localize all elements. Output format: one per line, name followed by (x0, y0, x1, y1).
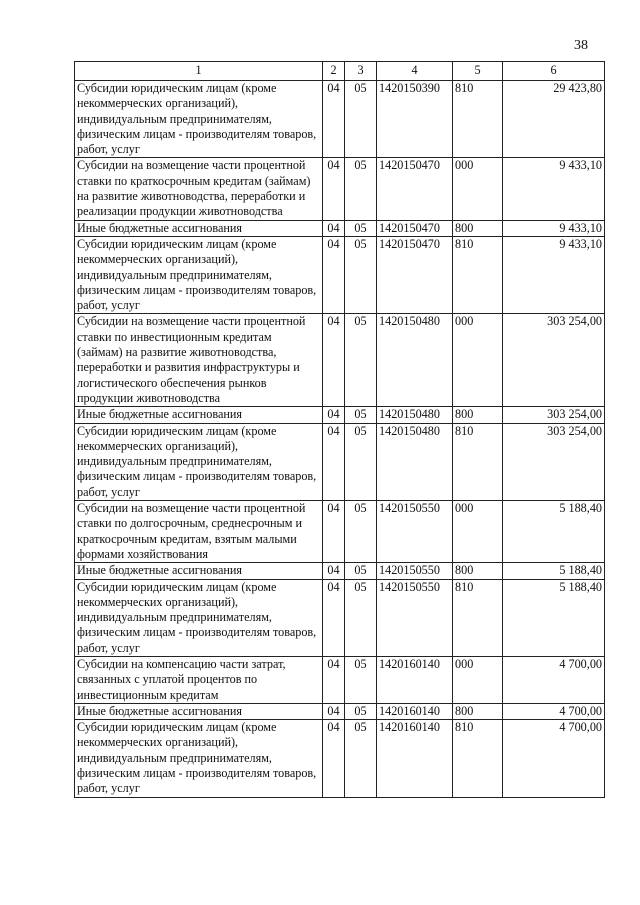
row-subsection: 05 (345, 579, 377, 656)
row-expense-type: 000 (453, 501, 503, 563)
table-row (75, 158, 605, 220)
row-subsection: 05 (345, 236, 377, 313)
row-section: 04 (323, 220, 345, 236)
table-row (75, 579, 605, 656)
row-subsection: 05 (345, 314, 377, 407)
row-subsection: 05 (345, 703, 377, 719)
row-name: Субсидии юридическим лицам (кроме некоммерческих организаций), индивидуальным предпринимателям, физическим лицам - производителям товаров, работ, услуг (75, 579, 323, 656)
table-header-row (75, 62, 605, 81)
row-name: Иные бюджетные ассигнования (75, 703, 323, 719)
row-expense-type: 810 (453, 81, 503, 158)
row-amount: 29 423,80 (503, 81, 605, 158)
page-number: 38 (574, 38, 588, 53)
row-target-article: 1420150390 (377, 81, 453, 158)
header-col-3: 3 (345, 62, 377, 81)
row-subsection: 05 (345, 220, 377, 236)
table-row (75, 563, 605, 579)
row-subsection: 05 (345, 158, 377, 220)
row-amount: 5 188,40 (503, 563, 605, 579)
row-name: Иные бюджетные ассигнования (75, 563, 323, 579)
row-target-article: 1420150550 (377, 579, 453, 656)
row-expense-type: 000 (453, 656, 503, 703)
row-target-article: 1420150470 (377, 220, 453, 236)
row-expense-type: 800 (453, 407, 503, 423)
row-expense-type: 810 (453, 236, 503, 313)
row-section: 04 (323, 720, 345, 797)
table-row (75, 314, 605, 407)
row-expense-type: 800 (453, 703, 503, 719)
table-row (75, 220, 605, 236)
row-target-article: 1420150470 (377, 158, 453, 220)
table-row (75, 236, 605, 313)
row-amount: 4 700,00 (503, 656, 605, 703)
row-amount: 303 254,00 (503, 423, 605, 500)
row-section: 04 (323, 423, 345, 500)
header-col-1: 1 (75, 62, 323, 81)
row-subsection: 05 (345, 501, 377, 563)
row-subsection: 05 (345, 563, 377, 579)
table-body (75, 81, 605, 798)
row-expense-type: 800 (453, 220, 503, 236)
table-row (75, 407, 605, 423)
header-col-5: 5 (453, 62, 503, 81)
row-expense-type: 810 (453, 720, 503, 797)
row-name: Субсидии юридическим лицам (кроме некоммерческих организаций), индивидуальным предпринимателям, физическим лицам - производителям товаров, работ, услуг (75, 720, 323, 797)
table-row (75, 501, 605, 563)
row-section: 04 (323, 656, 345, 703)
table-row (75, 81, 605, 158)
row-target-article: 1420150550 (377, 501, 453, 563)
row-name: Субсидии юридическим лицам (кроме некоммерческих организаций), индивидуальным предпринимателям, физическим лицам - производителям товаров, работ, услуг (75, 236, 323, 313)
row-name: Субсидии на компенсацию части затрат, связанных с уплатой процентов по инвестиционным кредитам (75, 656, 323, 703)
row-target-article: 1420150480 (377, 423, 453, 500)
row-name: Субсидии на возмещение части процентной ставки по краткосрочным кредитам (займам) на развитие животноводства, переработки и реализации продукции животноводства (75, 158, 323, 220)
row-amount: 5 188,40 (503, 501, 605, 563)
row-target-article: 1420160140 (377, 720, 453, 797)
table-row (75, 720, 605, 797)
row-section: 04 (323, 407, 345, 423)
header-col-2: 2 (323, 62, 345, 81)
budget-table (74, 61, 605, 798)
row-section: 04 (323, 81, 345, 158)
row-section: 04 (323, 501, 345, 563)
row-target-article: 1420160140 (377, 703, 453, 719)
header-col-4: 4 (377, 62, 453, 81)
row-name: Иные бюджетные ассигнования (75, 220, 323, 236)
row-name: Субсидии юридическим лицам (кроме некоммерческих организаций), индивидуальным предпринимателям, физическим лицам - производителям товаров, работ, услуг (75, 423, 323, 500)
row-amount: 5 188,40 (503, 579, 605, 656)
row-subsection: 05 (345, 407, 377, 423)
row-expense-type: 000 (453, 314, 503, 407)
row-expense-type: 800 (453, 563, 503, 579)
row-section: 04 (323, 579, 345, 656)
row-expense-type: 810 (453, 579, 503, 656)
row-subsection: 05 (345, 720, 377, 797)
row-name: Субсидии юридическим лицам (кроме некоммерческих организаций), индивидуальным предпринимателям, физическим лицам - производителям товаров, работ, услуг (75, 81, 323, 158)
row-name: Иные бюджетные ассигнования (75, 407, 323, 423)
row-expense-type: 810 (453, 423, 503, 500)
row-section: 04 (323, 703, 345, 719)
row-target-article: 1420150480 (377, 407, 453, 423)
row-name: Субсидии на возмещение части процентной ставки по инвестиционным кредитам (займам) на развитие животноводства, переработки и развития инфраструктуры и логистического обеспечения рынков продукции животноводства (75, 314, 323, 407)
row-subsection: 05 (345, 423, 377, 500)
row-target-article: 1420150550 (377, 563, 453, 579)
table-row (75, 703, 605, 719)
row-amount: 303 254,00 (503, 407, 605, 423)
row-target-article: 1420150480 (377, 314, 453, 407)
row-expense-type: 000 (453, 158, 503, 220)
row-section: 04 (323, 563, 345, 579)
row-amount: 4 700,00 (503, 703, 605, 719)
row-subsection: 05 (345, 656, 377, 703)
row-section: 04 (323, 314, 345, 407)
row-name: Субсидии на возмещение части процентной ставки по долгосрочным, среднесрочным и краткосрочным кредитам, взятым малыми формами хозяйствования (75, 501, 323, 563)
row-amount: 9 433,10 (503, 220, 605, 236)
row-amount: 9 433,10 (503, 236, 605, 313)
row-section: 04 (323, 236, 345, 313)
row-amount: 303 254,00 (503, 314, 605, 407)
table-row (75, 656, 605, 703)
header-col-6: 6 (503, 62, 605, 81)
table-row (75, 423, 605, 500)
row-target-article: 1420160140 (377, 656, 453, 703)
row-amount: 4 700,00 (503, 720, 605, 797)
row-amount: 9 433,10 (503, 158, 605, 220)
row-subsection: 05 (345, 81, 377, 158)
row-section: 04 (323, 158, 345, 220)
row-target-article: 1420150470 (377, 236, 453, 313)
